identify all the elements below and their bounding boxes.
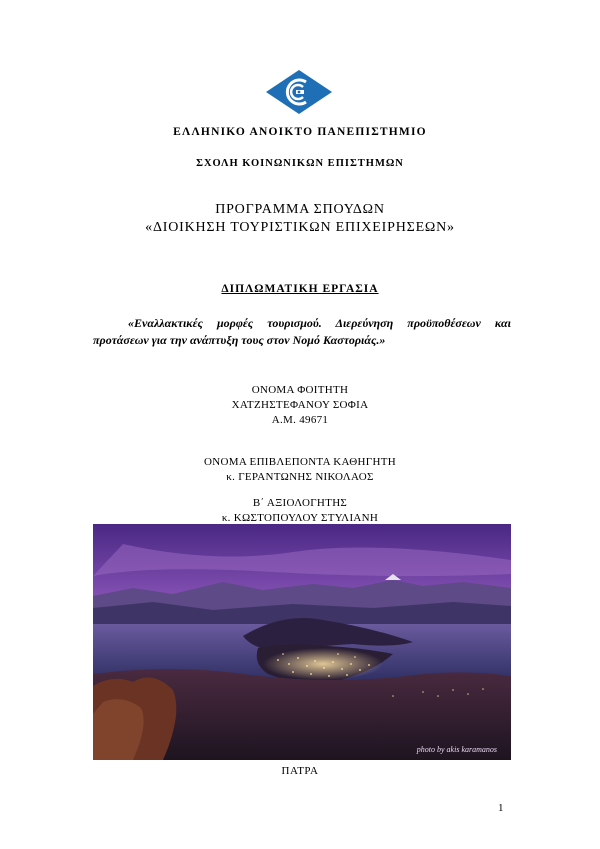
student-name: ΧΑΤΖΗΣΤΕΦΑΝΟΥ ΣΟΦΙΑ <box>231 399 369 411</box>
evaluator-name: κ. ΚΩΣΤΟΠΟΥΛΟΥ ΣΤΥΛΙΑΝΗ <box>221 512 379 524</box>
supervisor-label: ΟΝΟΜΑ ΕΠΙΒΛΕΠΟΝΤΑ ΚΑΘΗΓΗΤΗ <box>204 456 396 468</box>
student-id: Α.Μ. 49671 <box>271 414 329 426</box>
supervisor-name: κ. ΓΕΡΑΝΤΩΝΗΣ ΝΙΚΟΛΑΟΣ <box>226 471 374 483</box>
kastoria-landscape-photo <box>93 524 511 760</box>
thesis-title <box>93 315 511 349</box>
program-label: ΠΡΟΓΡΑΜΜΑ ΣΠΟΥΔΩΝ <box>215 202 385 217</box>
thesis-title-line-1: «Εναλλακτικές μορφές τουρισμού. Διερεύνηση προϋποθέσεων και <box>128 316 511 330</box>
student-label: ΟΝΟΜΑ ΦΟΙΤΗΤΗ <box>251 384 349 396</box>
university-logo <box>266 70 332 114</box>
city-name: ΠΑΤΡΑ <box>281 765 319 777</box>
photo-credit: photo by akis karamanos <box>416 745 497 754</box>
page-number: 1 <box>498 802 504 814</box>
university-name: ΕΛΛΗΝΙΚΟ ΑΝΟΙΚΤΟ ΠΑΝΕΠΙΣΤΗΜΙΟ <box>173 126 427 138</box>
thesis-title-line-2: προτάσεων για την ανάπτυξη τους στον Νομό Καστοριάς.» <box>93 333 386 347</box>
school-name: ΣΧΟΛΗ ΚΟΙΝΩΝΙΚΩΝ ΕΠΙΣΤΗΜΩΝ <box>196 158 404 169</box>
thesis-heading: ΔΙΠΛΩΜΑΤΙΚΗ ΕΡΓΑΣΙΑ <box>221 283 379 295</box>
program-title: «ΔΙΟΙΚΗΣΗ ΤΟΥΡΙΣΤΙΚΩΝ ΕΠΙΧΕΙΡΗΣΕΩΝ» <box>145 220 455 235</box>
evaluator-label: Β΄ ΑΞΙΟΛΟΓΗΤΗΣ <box>252 497 348 509</box>
